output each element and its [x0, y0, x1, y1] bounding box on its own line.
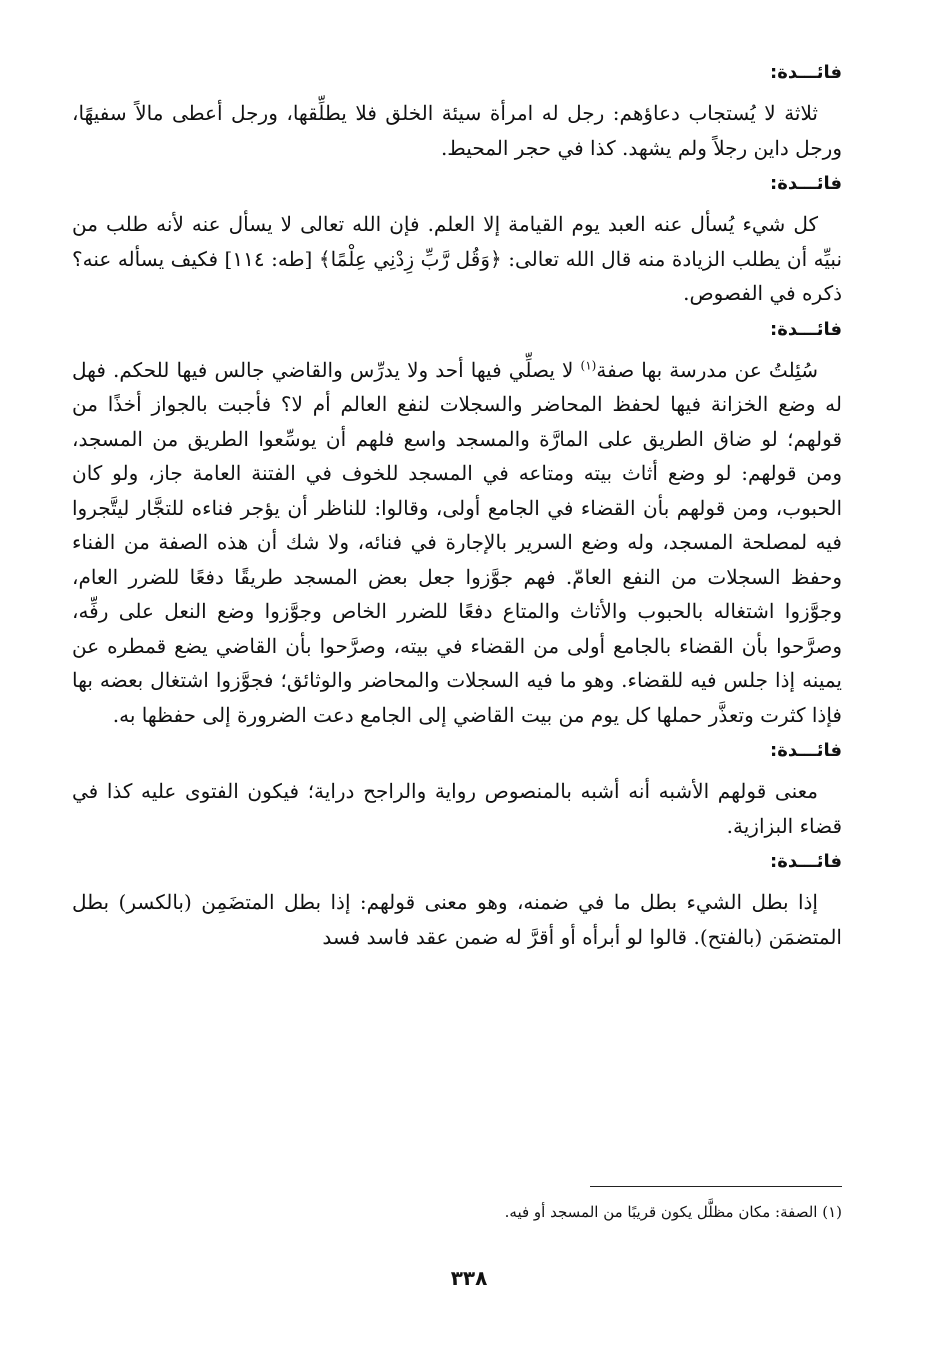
section-heading: فائـــدة: — [770, 740, 842, 761]
page-body — [72, 58, 842, 958]
section-heading: فائـــدة: — [770, 318, 842, 340]
section-paragraph: كل شيء يُسأل عنه العبد يوم القيامة إلا العلم. فإن الله تعالى لا يسأل عنه لأنه طلب من نبيِّه أن يطلب الزيادة منه قال الله تعالى: ﴿وَقُل رَّبِّ زِدْنِي عِلْمًا﴾ [طه: ١١٤] فكيف يسأله عنه؟ ذكره في الفصوص. — [72, 212, 843, 305]
paragraph-text-start: سُئِلتُ عن مدرسة بها صفة — [596, 357, 818, 382]
section-4 — [72, 736, 842, 843]
section-heading: فائـــدة: — [770, 173, 842, 194]
paragraph-text-rest: لا يصلِّي فيها أحد ولا يدرِّس والقاضي جالس فيها للحكم. فهل له وضع الخزانة فيها لحفظ المحاضر والسجلات لنفع العالم أم لا؟ فأجبت بالجواز أخذًا من قولهم؛ لو ضاق الطريق على المارَّة والمسجد واسع فلهم أن يوسِّعوا الطريق من المسجد، ومن قولهم: لو وضع أثاث بيته ومتاعه في المسجد للخوف في الفتنة العامة جاز، ولو كان الحبوب، ومن قولهم بأن القضاء في الجامع أولى، وقالوا: للناظر أن يؤجر فناءه للتجَّار ليتَّجروا فيه لمصلحة المسجد، وله وضع السرير بالإجارة في فنائه، ولا شك أن هذه الصفة من الفناء وحفظ السجلات من النفع العامّ. فهم جوَّزوا جعل بعض المسجد طريقًا دفعًا للضرر العام، وجوَّزوا اشتغاله بالحبوب والأثاث والمتاع دفعًا للضرر الخاص وجوَّزوا وضع النعل على رفِّه، وصرَّحوا بأن القضاء بالجامع أولى من القضاء في بيته، وصرَّحوا بأن القاضي يضع قمطره عن يمينه إذا جلس فيه للقضاء. وهو ما فيه السجلات والمحاضر والوثائق؛ فجوَّزوا اشتغال بعضه بها فإذا كثرت وتعذَّر حملها كل يوم من بيت القاضي إلى الجامع دعت الضرورة إلى حفظها به. — [72, 357, 842, 727]
section-heading: فائـــدة: — [770, 62, 842, 83]
footnote-marker[interactable]: (١) — [580, 357, 597, 372]
page-number: ٣٣٨ — [450, 1266, 488, 1290]
section-paragraph: معنى قولهم الأشبه أنه أشبه بالمنصوص رواية والراجح دراية؛ فيكون الفتوى عليه كذا في قضاء البزازية. — [72, 779, 842, 838]
section-paragraph: إذا بطل الشيء بطل ما في ضمنه، وهو معنى قولهم: إذا بطل المتضَمِن (بالكسر) بطل المتضمَن (بالفتح). قالوا لو أبرأه أو أقرَّ له ضمن عقد فاسد فسد — [72, 890, 842, 949]
section-paragraph — [72, 353, 842, 733]
section-3 — [72, 315, 842, 733]
section-5 — [72, 847, 842, 954]
section-paragraph: ثلاثة لا يُستجاب دعاؤهم: رجل له امرأة سيئة الخلق فلا يطلِّقها، ورجل أعطى مالاً سفيهًا، ورجل داين رجلاً ولم يشهد. كذا في حجر المحيط. — [72, 101, 842, 160]
section-2 — [72, 169, 842, 311]
section-heading: فائـــدة: — [770, 851, 842, 872]
footnote: (١) الصفة: مكان مظلَّل يكون قريبًا من المسجد أو فيه. — [504, 1203, 842, 1221]
footnote-divider — [590, 1186, 842, 1187]
section-1 — [72, 58, 842, 165]
